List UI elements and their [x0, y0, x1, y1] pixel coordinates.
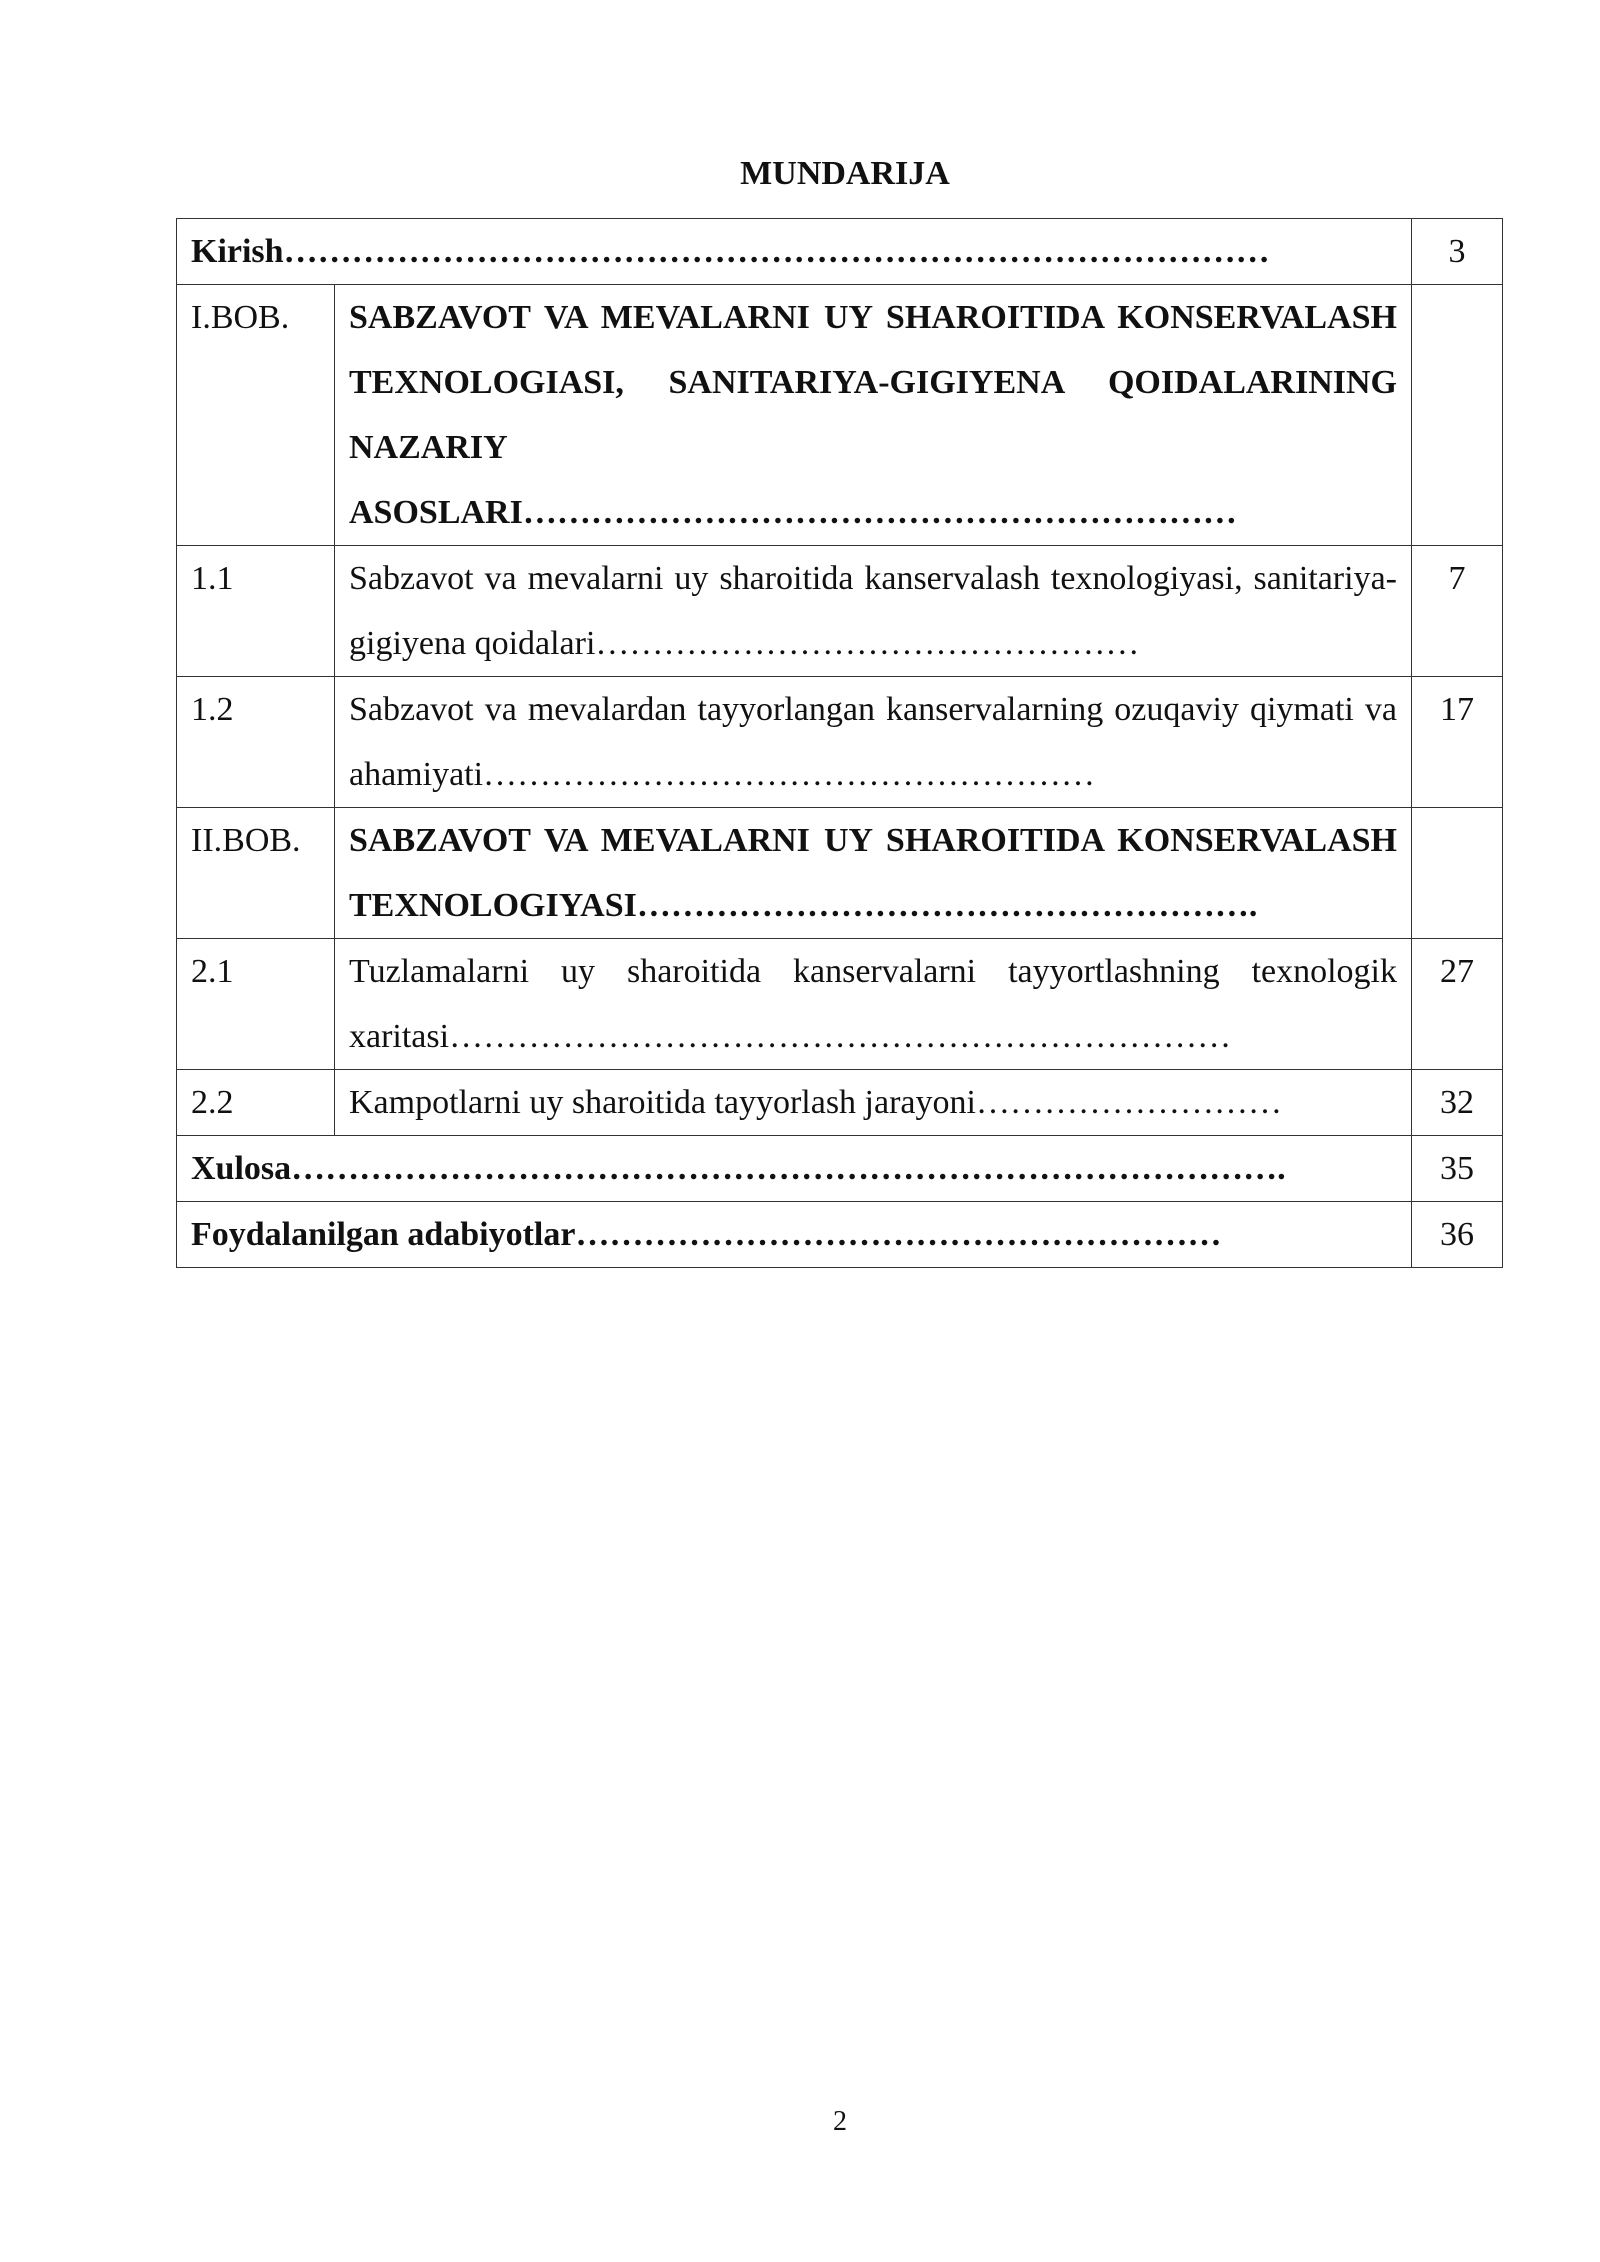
- toc-section-1-1-title: Sabzavot va mevalarni uy sharoitida kanservalash texnologiyasi, sanitariya-gigiyena qoidalari…………………………………………: [335, 546, 1412, 677]
- toc-chapter2-number: II.BOB.: [177, 808, 335, 939]
- toc-chapter2-page: [1412, 808, 1503, 939]
- toc-row-chapter2: [177, 808, 1503, 939]
- toc-section-1-1-page: 7: [1412, 546, 1503, 677]
- toc-section-2-2-number: 2.2: [177, 1070, 335, 1136]
- toc-row-section-1-2: [177, 677, 1503, 808]
- table-of-contents: [176, 218, 1503, 1268]
- toc-row-intro: [177, 219, 1503, 285]
- toc-conclusion-page: 35: [1412, 1136, 1503, 1202]
- toc-section-1-2-page: 17: [1412, 677, 1503, 808]
- toc-row-section-2-2: [177, 1070, 1503, 1136]
- toc-chapter1-page: [1412, 285, 1503, 546]
- toc-section-2-1-page: 27: [1412, 939, 1503, 1070]
- toc-chapter1-number: I.BOB.: [177, 285, 335, 546]
- page-number: 2: [833, 2106, 847, 2137]
- toc-intro-label: Kirish……………………………………………………………………………: [177, 219, 1412, 285]
- toc-references-label: Foydalanilgan adabiyotlar…………………………………………………: [177, 1202, 1412, 1268]
- toc-section-2-1-title: Tuzlamalarni uy sharoitida kanservalarni tayyortlashning texnologik xaritasi……………………………………………………………: [335, 939, 1412, 1070]
- toc-intro-page: 3: [1412, 219, 1503, 285]
- toc-row-section-1-1: [177, 546, 1503, 677]
- toc-section-1-2-number: 1.2: [177, 677, 335, 808]
- toc-chapter1-title: SABZAVOT VA MEVALARNI UY SHAROITIDA KONSERVALASH TEXNOLOGIASI, SANITARIYA-GIGIYENA QOIDALARINING NAZARIY ASOSLARI………………………………………………………: [335, 285, 1412, 546]
- toc-row-references: [177, 1202, 1503, 1268]
- toc-section-2-1-number: 2.1: [177, 939, 335, 1070]
- toc-row-conclusion: [177, 1136, 1503, 1202]
- toc-references-page: 36: [1412, 1202, 1503, 1268]
- toc-section-2-2-title: Kampotlarni uy sharoitida tayyorlash jarayoni………………………: [335, 1070, 1412, 1136]
- toc-conclusion-label: Xulosa…………………………………………………………………………….: [177, 1136, 1412, 1202]
- toc-chapter2-title: SABZAVOT VA MEVALARNI UY SHAROITIDA KONSERVALASH TEXNOLOGIYASI……………………………………………….: [335, 808, 1412, 939]
- toc-row-section-2-1: [177, 939, 1503, 1070]
- page-title: MUNDARIJA: [740, 155, 950, 192]
- toc-section-1-1-number: 1.1: [177, 546, 335, 677]
- toc-row-chapter1: [177, 285, 1503, 546]
- toc-section-1-2-title: Sabzavot va mevalardan tayyorlangan kanservalarning ozuqaviy qiymati va ahamiyati………………………………………………: [335, 677, 1412, 808]
- toc-section-2-2-page: 32: [1412, 1070, 1503, 1136]
